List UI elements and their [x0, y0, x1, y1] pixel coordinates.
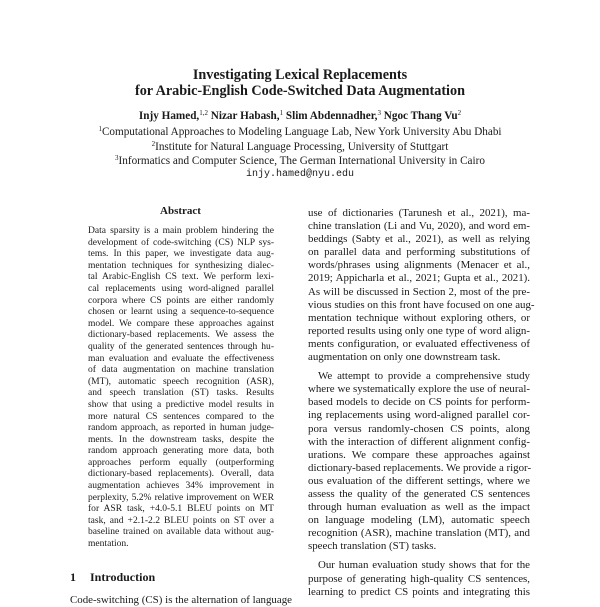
abstract-line: for ASR task, +4.0-5.1 BLEU points on MT — [88, 503, 274, 515]
affiliation-mark: 1 — [98, 125, 102, 133]
body-line: based models to decide on CS points for perform- — [308, 396, 530, 409]
abstract-heading: Abstract — [160, 205, 201, 217]
author-2 — [211, 110, 283, 122]
title-line-1: Investigating Lexical Replacements — [192, 67, 408, 83]
author-name: Nizar Habash, — [210, 110, 280, 122]
author-4 — [384, 110, 461, 122]
abstract-line: perplexity, 5.2% relative improvement on WER — [88, 491, 274, 503]
body-line: dictionary-based replacements. We provide a rigor- — [308, 461, 532, 474]
author-name: Injy Hamed, — [138, 110, 200, 122]
section-title: Introduction — [90, 570, 156, 584]
paper-title — [0, 67, 600, 99]
abstract-body — [88, 225, 274, 550]
abstract-line: development of code-switching (CS) NLP sys- — [88, 236, 274, 248]
body-line: beddings (Sabty et al., 2021), as well as relying — [308, 233, 530, 246]
abstract-line: tems. In this paper, we investigate data aug- — [88, 248, 274, 260]
body-line: with the interaction of different alignment config- — [308, 435, 530, 448]
author-affiliation-mark: 1 — [279, 109, 284, 117]
abstract-line: man evaluation and evaluate the effectiveness — [88, 352, 274, 364]
author-list — [0, 110, 600, 123]
body-line: 2019; Appicharla et al., 2021; Gupta et al., 2021). — [308, 272, 530, 285]
abstract-line: mentation. — [88, 538, 129, 550]
contact-email[interactable]: injy.hamed@nyu.edu — [245, 169, 355, 180]
body-line: pora versus randomly-chosen CS points, along — [308, 422, 530, 435]
author-1 — [139, 110, 208, 122]
body-line: assess the quality of the generated CS sentences — [308, 487, 530, 500]
abstract-line: dictionary-based replacements. We assess the — [88, 329, 274, 341]
author-3 — [286, 110, 381, 122]
body-line: purpose of generating high-quality CS sentences, — [308, 572, 530, 585]
body-line: through human evaluation as well as the impact — [308, 501, 530, 514]
body-line: ing replacements using word-aligned parallel cor- — [308, 409, 530, 422]
section-heading-introduction — [70, 570, 155, 584]
affiliation-text: Institute for Natural Language Processing, University of Stuttgart — [155, 141, 449, 153]
paragraph — [308, 370, 530, 553]
abstract-line: and speech translation (ST) tasks. Results — [88, 387, 274, 399]
body-line: speech translation (ST) tasks. — [308, 540, 437, 553]
paragraph — [308, 207, 535, 364]
body-line: words/phrases using alignments (Menacer et al., — [308, 259, 530, 272]
author-affiliation-mark: 1,2 — [199, 109, 208, 117]
abstract-line: (MT), automatic speech recognition (ASR), — [88, 375, 274, 387]
body-line: use of dictionaries (Tarunesh et al., 2021), ma- — [308, 207, 530, 219]
body-line: learning to predict CS points and integrating this — [308, 585, 530, 598]
affiliation-2 — [0, 140, 600, 155]
affiliation-text: Computational Approaches to Modeling Language Lab, New York University Abu Dhabi — [101, 126, 502, 138]
abstract-line: model. We compare these approaches against — [88, 317, 274, 329]
body-line: augmentation on only one downstream task. — [308, 351, 501, 364]
body-line: Our human evaluation study shows that for the — [318, 559, 530, 572]
abstract-line: ments. In the downstream tasks, despite the — [88, 433, 274, 445]
author-name: Slim Abdennadher, — [285, 110, 378, 122]
body-column-2 — [308, 207, 535, 599]
author-name: Ngoc Thang Vu — [383, 110, 458, 122]
abstract-line: random approach generating more data, both — [88, 445, 274, 457]
affiliation-mark: 3 — [115, 154, 119, 162]
body-line: vious studies on this front have focused on one aug- — [308, 298, 535, 311]
introduction-body-column-1 — [70, 594, 292, 607]
abstract-line: dictionary-based replacements). Overall, data — [88, 468, 274, 480]
abstract-line: augmentation achieves 34% improvement in — [88, 480, 274, 492]
abstract-line: more natural CS sentences compared to the — [88, 410, 274, 422]
body-line: recognition (ASR), machine translation (MT), and — [308, 527, 530, 540]
body-line: urations. We compare these approaches against — [308, 448, 530, 461]
abstract-line: show that using a predictive model results in — [88, 398, 274, 410]
abstract-line: mentation techniques for synthesizing dialec- — [88, 259, 274, 271]
affiliation-text: Informatics and Computer Science, The German International University in Cairo — [118, 155, 485, 167]
abstract-line: random approach, as reported in human judge- — [88, 422, 274, 434]
body-line: As will be discussed in Section 2, most of the pre- — [308, 285, 530, 298]
abstract-line: tal Arabic-English CS text. We perform lexi- — [88, 271, 274, 283]
body-line: reported results using only one type of word align- — [308, 324, 530, 337]
body-line: mentation technique without exploring others, or — [308, 311, 530, 324]
body-line: chine translation (Li and Vu, 2020), and word em- — [308, 220, 530, 233]
title-line-2: for Arabic-English Code-Switched Data Augmentation — [134, 83, 465, 99]
paragraph — [308, 559, 530, 598]
abstract-line: cal replacements using word-aligned parallel — [88, 282, 274, 294]
body-line: We attempt to provide a comprehensive study — [318, 370, 530, 383]
abstract-line: chosen or learnt using a sequence-to-sequence — [88, 306, 274, 318]
abstract-line: corpora where CS points are either randomly — [88, 294, 274, 306]
abstract-line: of data augmentation on machine translation — [88, 364, 274, 376]
section-number: 1 — [70, 570, 76, 584]
abstract-line: baseline trained on available data without aug- — [88, 526, 274, 538]
affiliation-3 — [0, 154, 600, 169]
affiliation-1 — [0, 125, 600, 140]
introduction-line: Code-switching (CS) is the alternation of language — [70, 594, 292, 606]
body-line: ments configuration, or evaluated effectiveness of — [308, 337, 530, 350]
body-line: on language modeling (LM), automatic speech — [308, 514, 530, 527]
affiliation-mark: 2 — [151, 140, 156, 148]
author-affiliation-mark: 2 — [457, 109, 462, 117]
body-line: ous evaluation of the different settings, where we — [308, 474, 530, 487]
abstract-line: Data sparsity is a main problem hindering the — [88, 225, 274, 236]
abstract-line: task, and +2.1-2.2 BLEU points on ST over a — [88, 514, 274, 526]
body-line: on parallel data and performing substitutions of — [308, 246, 530, 259]
abstract-line: quality of the generated sentences through hu- — [88, 340, 274, 352]
body-line: where we systematically explore the use of neural- — [308, 383, 530, 396]
abstract-line: approaches perform equally (outperforming — [88, 456, 274, 468]
author-affiliation-mark: 3 — [377, 109, 381, 117]
